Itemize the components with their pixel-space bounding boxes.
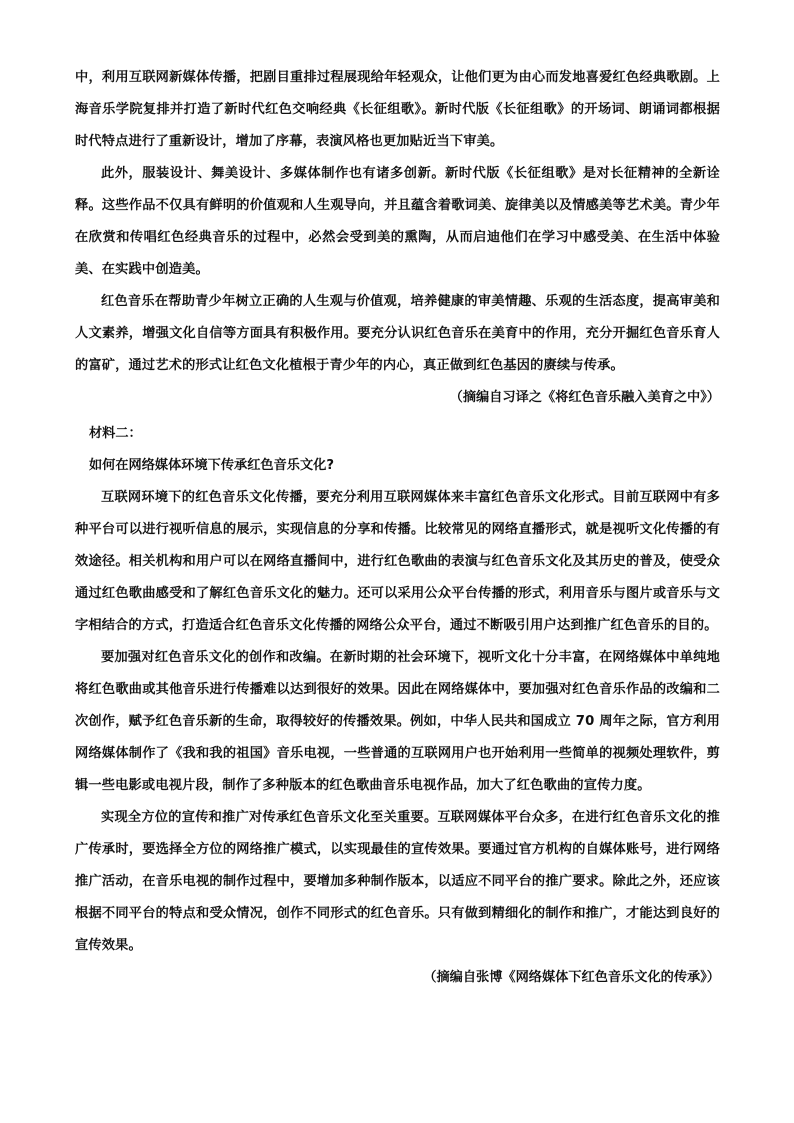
material1-paragraph-1: 中，利用互联网新媒体传播，把剧目重排过程展现给年轻观众，让他们更为由心而发地喜爱红色经典歌剧。上海音乐学院复排并打造了新时代红色交响经典《长征组歌》。新时代版《长征组歌》的开场词、朗诵词都根据时代特点进行了重新设计，增加了序幕，表演风格也更加贴近当下审美。 [75,70,720,149]
material1-source: （摘编自习译之《将红色音乐融入美育之中》） [449,390,720,405]
material2-label: 材料二： [89,426,142,441]
material1-paragraph-3: 红色音乐在帮助青少年树立正确的人生观与价值观，培养健康的审美情趣、乐观的生活态度，提高审美和人文素养，增强文化自信等方面具有积极作用。要充分认识红色音乐在美育中的作用，充分开掘红色音乐育人的富矿，通过艺术的形式让红色文化植根于青少年的内心，真正做到红色基因的赓续与传承。 [75,294,720,373]
material2-paragraph-2: 要加强对红色音乐文化的创作和改编。在新时期的社会环境下，视听文化十分丰富，在网络媒体中单纯地将红色歌曲或其他音乐进行传播难以达到很好的效果。因此在网络媒体中，要加强对红色音乐作品的改编和二次创作，赋予红色音乐新的生命，取得较好的传播效果。例如，中华人民共和国成立 70 周年之际，官方利用网络媒体制作了《我和我的祖国》音乐电视，一些普通的互联网用户也开始利用一些简单的视频处理软件，剪辑一些电影或电视片段，制作了多种版本的红色歌曲音乐电视作品，加大了红色歌曲的宣传力度。 [75,650,720,793]
material2-paragraph-3: 实现全方位的宣传和推广对传承红色音乐文化至关重要。互联网媒体平台众多，在进行红色音乐文化的推广传承时，要选择全方位的网络推广模式，以实现最佳的宣传效果。要通过官方机构的自媒体账号，进行网络推广活动，在音乐电视的制作过程中，要增加多种制作版本，以适应不同平台的推广要求。除此之外，还应该根据不同平台的特点和受众情况，创作不同形式的红色音乐。只有做到精细化的制作和推广，才能达到良好的宣传效果。 [75,810,720,953]
material2-paragraph-1: 互联网环境下的红色音乐文化传播，要充分利用互联网媒体来丰富红色音乐文化形式。目前互联网中有多种平台可以进行视听信息的展示，实现信息的分享和传播。比较常见的网络直播形式，就是视听文化传播的有效途径。相关机构和用户可以在网络直播间中，进行红色歌曲的表演与红色音乐文化及其历史的普及，使受众通过红色歌曲感受和了解红色音乐文化的魅力。还可以采用公众平台传播的形式，利用音乐与图片或音乐与文字相结合的方式，打造适合红色音乐文化传播的网络公众平台，通过不断吸引用户达到推广红色音乐的目的。 [75,490,720,633]
document-page [75,62,720,994]
material2-source: （摘编自张博《网络媒体下红色音乐文化的传承》） [423,970,720,985]
material1-paragraph-2: 此外，服装设计、舞美设计、多媒体制作也有诸多创新。新时代版《长征组歌》是对长征精神的全新诠释。这些作品不仅具有鲜明的价值观和人生观导向，并且蕴含着歌词美、旋律美以及情感美等艺术美。青少年在欣赏和传唱红色经典音乐的过程中，必然会受到美的熏陶，从而启迪他们在学习中感受美、在生活中体验美、在实践中创造美。 [75,166,720,277]
material2-question: 如何在网络媒体环境下传承红色音乐文化? [89,458,335,473]
